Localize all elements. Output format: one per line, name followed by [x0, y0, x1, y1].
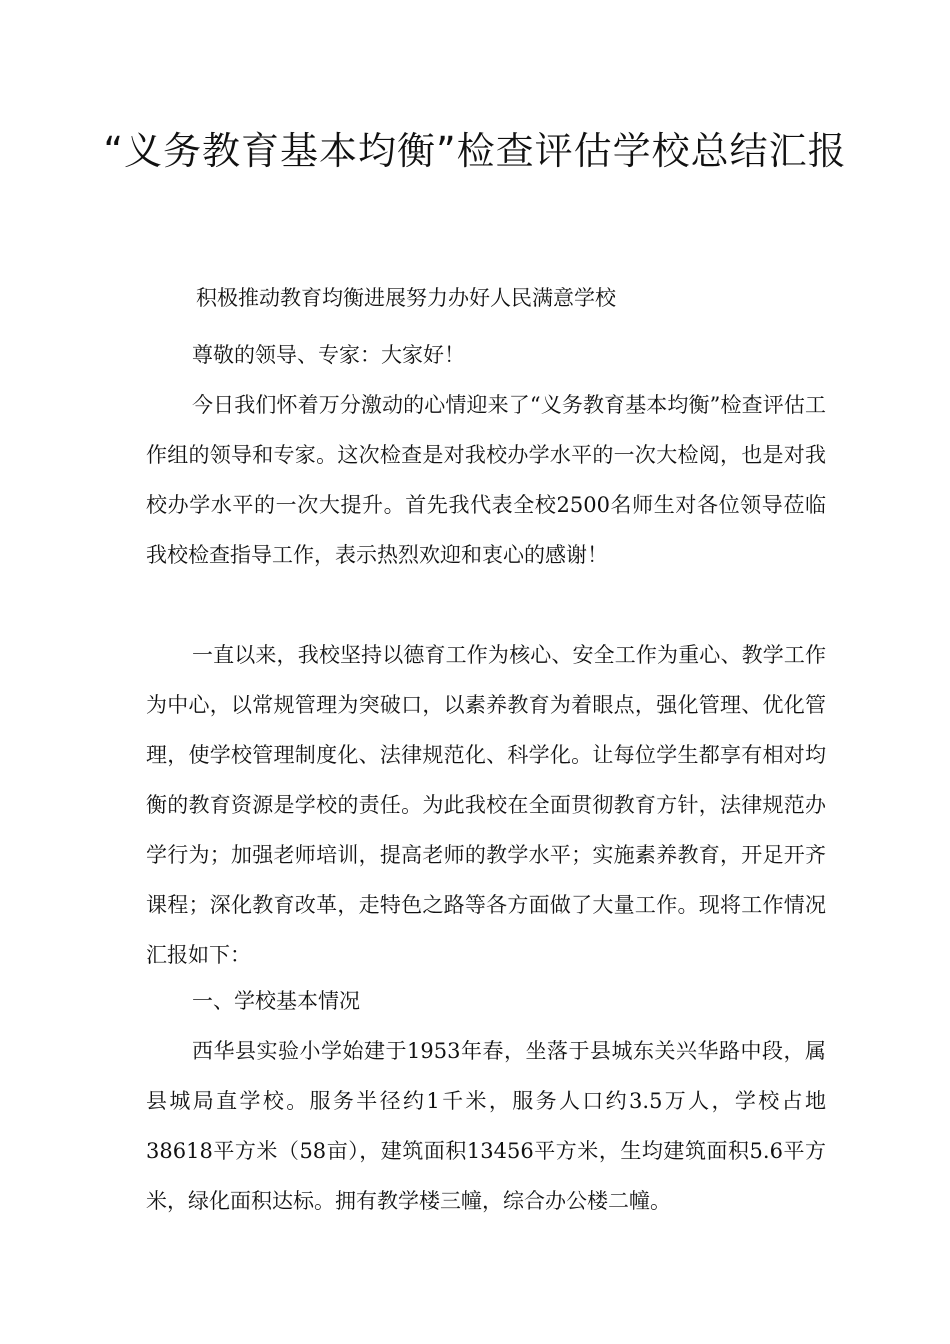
paragraph-overview: 一直以来，我校坚持以德育工作为核心、安全工作为重心、教学工作为中心，以常规管理为突破口，以素养教育为着眼点，强化管理、优化管理，使学校管理制度化、法律规范化、科学化。让每位学生都享有相对均衡的教育资源是学校的责任。为此我校在全面贯彻教育方针，法律规范办学行为；加强老师培训，提高老师的教学水平；实施素养教育，开足开齐课程；深化教育改革，走特色之路等各方面做了大量工作。现将工作情况汇报如下： — [146, 643, 826, 967]
document-subtitle: 积极推动教育均衡进展努力办好人民满意学校 — [196, 286, 616, 310]
greeting-line: 尊敬的领导、专家：大家好！ — [192, 343, 465, 367]
section-heading: 一、学校基本情况 — [192, 989, 360, 1013]
paragraph-welcome: 今日我们怀着万分激动的心情迎来了“义务教育基本均衡”检查评估工作组的领导和专家。这次检查是对我校办学水平的一次大检阅，也是对我校办学水平的一次大提升。首先我代表全校2500名师生对各位领导莅临我校检查指导工作，表示热烈欢迎和衷心的感谢！ — [146, 393, 826, 567]
document-title: “义务教育基本均衡”检查评估学校总结汇报 — [103, 129, 847, 173]
paragraph-school-info: 西华县实验小学始建于1953年春，坐落于县城东关兴华路中段，属县城局直学校。服务半径约1千米，服务人口约3.5万人，学校占地38618平方米（58亩），建筑面积13456平方米，生均建筑面积5.6平方米，绿化面积达标。拥有教学楼三幢，综合办公楼二幢。 — [146, 1039, 826, 1213]
